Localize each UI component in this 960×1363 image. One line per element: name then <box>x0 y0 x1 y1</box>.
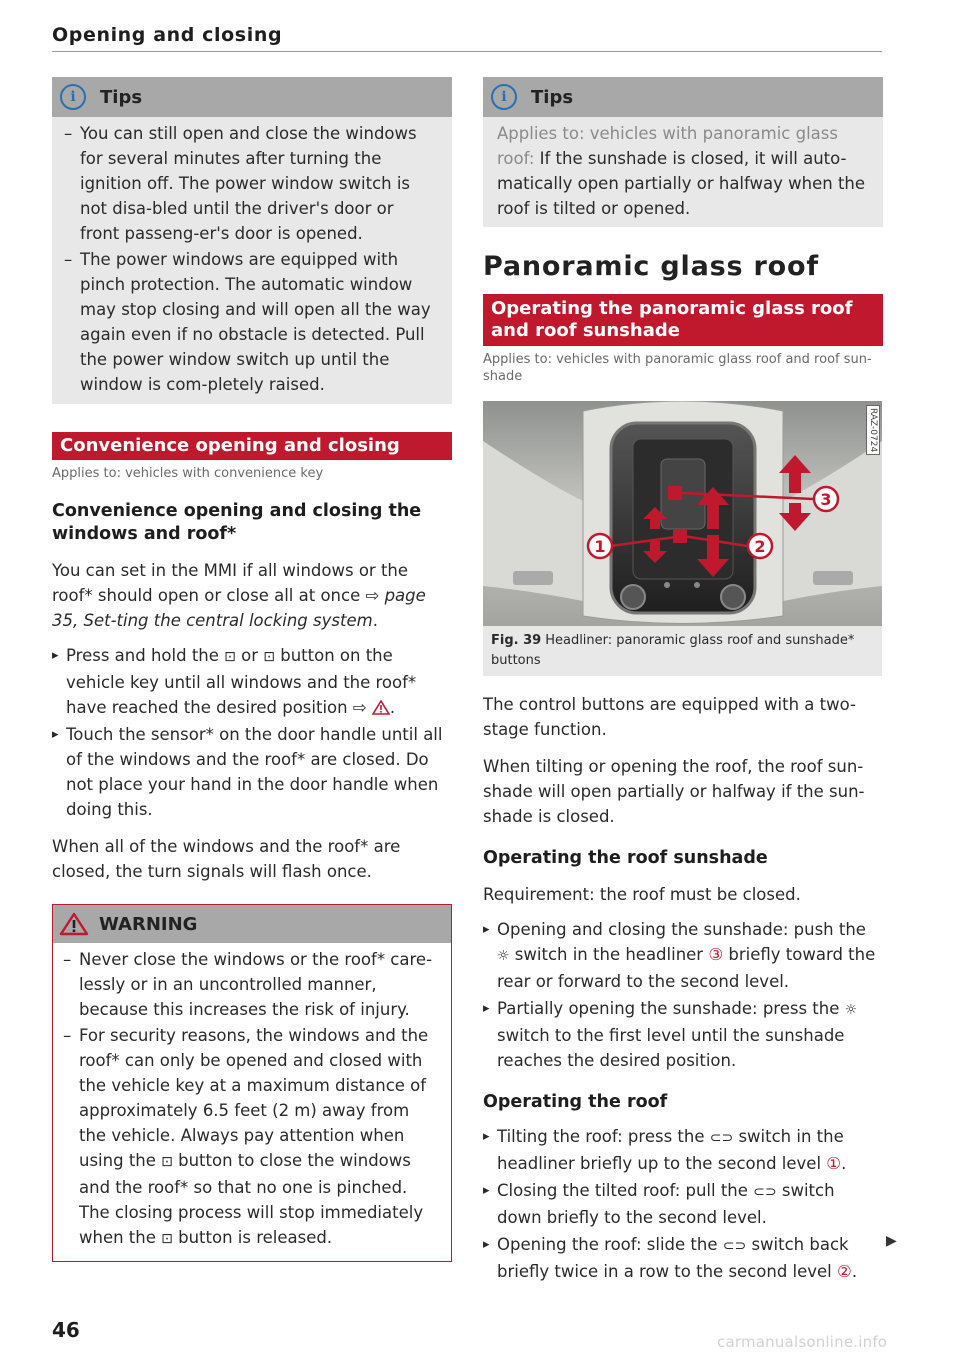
tips-body: Applies to: vehicles with panoramic glass roof: If the sunshade is closed, it will auto-matically open partially or halfway when the roof is tilted or opened. <box>497 124 866 218</box>
page-reference-link[interactable]: page 35, Set-ting the central locking system <box>52 586 426 630</box>
section-title-panoramic: Operating the panoramic glass roof and roof sunshade <box>483 294 883 346</box>
tips-header <box>52 77 452 117</box>
roof-icon: ⊂⊃ <box>753 1184 777 1200</box>
warning-header <box>53 905 451 943</box>
key-icon: ⊡ <box>161 1231 173 1247</box>
key-unlock-icon: ⊡ <box>263 649 275 665</box>
key-lock-icon: ⊡ <box>224 649 236 665</box>
warning-body <box>53 943 451 1261</box>
key-icon: ⊡ <box>161 1154 173 1170</box>
watermark: carmanualsonline.info <box>717 1333 888 1351</box>
figure-code: RAZ-0724 <box>866 405 880 455</box>
info-icon: i <box>60 84 86 110</box>
warning-item: – For security reasons, the windows and the roof* can only be opened and closed with the vehicle key at a maximum distance of approximately 6.5 feet (2 m) away from the vehicle. Always pay attention when using the ⊡ button to close the windows and the roof* so that no one is pinched. The closing process will stop immediately when the ⊡ button is released. <box>65 1023 439 1252</box>
requirement: Requirement: the roof must be closed. <box>483 885 801 904</box>
bullet-item: ▸ Press and hold the ⊡ or ⊡ button on the vehicle key until all windows and the roof* have reached the desired position ⇨ . <box>52 643 452 720</box>
header-rule <box>52 51 882 52</box>
callout-3: 3 <box>820 490 832 509</box>
applies-to: Applies to: vehicles with convenience key <box>52 466 324 481</box>
tips-title: Tips <box>100 86 143 108</box>
bullet-item: ▸ Opening and closing the sunshade: push the ☼ switch in the headliner ③ briefly toward the rear or forward to the second level. <box>483 917 883 994</box>
page-number: 46 <box>52 1318 80 1342</box>
paragraph: When tilting or opening the roof, the roof sun-shade will open partially or halfway if the sun-shade is closed. <box>483 757 865 826</box>
figure-caption: Fig. 39 Headliner: panoramic glass roof and sunshade* buttons <box>483 626 882 676</box>
applies-to: Applies to: vehicles with panoramic glass roof and roof sun-shade <box>483 352 872 384</box>
headliner-illustration <box>483 401 882 626</box>
subheading: Convenience opening and closing the windows and roof* <box>52 501 422 544</box>
page-header-title: Opening and closing <box>52 24 283 46</box>
callout-ref-2: ② <box>837 1262 852 1281</box>
roof-icon: ⊂⊃ <box>709 1130 734 1146</box>
bullet-item: ▸ Partially opening the sunshade: press the ☼ switch to the first level until the sunshade reaches the desired position. <box>483 996 883 1073</box>
warning-item: – Never close the windows or the roof* care-lessly or in an uncontrolled manner, because this increases the risk of injury. <box>65 947 439 1022</box>
bullet-item: ▸ Closing the tilted roof: pull the ⊂⊃ switch down briefly to the second level. <box>483 1178 883 1230</box>
tips-item: – You can still open and close the windows for several minutes after turning the ignition off. The power window switch is not disa-bled until the driver's door or front passeng-er's door is opened. <box>66 121 436 246</box>
tips-item: – The power windows are equipped with pinch protection. The automatic window may stop closing and will open all the way again even if no obstacle is detected. Pull the power window switch up until the window is com-pletely raised. <box>66 247 436 397</box>
bullet-list <box>483 1124 883 1284</box>
bullet-item: ▸ Opening the roof: slide the ⊂⊃ switch back briefly twice in a row to the second level ②. <box>483 1232 883 1284</box>
right-column <box>483 77 883 1284</box>
warning-box <box>52 904 452 1262</box>
sunshade-icon: ☼ <box>844 1002 858 1018</box>
callout-ref-1: ① <box>826 1154 842 1173</box>
tips-title: Tips <box>531 86 574 108</box>
bullet-item: ▸ Touch the sensor* on the door handle until all of the windows and the roof* are closed. Do not place your hand in the door handle when doing this. <box>52 722 452 822</box>
bullet-list <box>52 643 452 822</box>
callout-1: 1 <box>594 537 606 556</box>
tips-header <box>483 77 883 117</box>
callout-2: 2 <box>754 537 766 556</box>
paragraph: When all of the windows and the roof* are closed, the turn signals will flash once. <box>52 837 401 881</box>
figure-headliner <box>483 401 882 626</box>
continue-arrow-icon: ▶ <box>886 1233 897 1249</box>
left-column <box>52 77 452 1262</box>
subheading-sunshade: Operating the roof sunshade <box>483 848 768 868</box>
warning-ref-icon <box>372 700 390 715</box>
subheading-roof: Operating the roof <box>483 1092 668 1112</box>
bullet-item: ▸ Tilting the roof: press the ⊂⊃ switch in the headliner briefly up to the second level ①. <box>483 1124 883 1176</box>
tips-box-right <box>483 77 883 227</box>
sunshade-icon: ☼ <box>497 948 510 964</box>
applies-to-inline: Applies to: vehicles with panoramic glass roof: <box>497 124 838 168</box>
warning-icon <box>59 912 89 936</box>
caption-label: Fig. 39 <box>491 633 542 648</box>
tips-body <box>52 117 452 404</box>
paragraph: You can set in the MMI if all windows or the roof* should open or close all at once ⇨ page 35, Set-ting the central locking system. <box>52 561 426 630</box>
bullet-list <box>483 917 883 1073</box>
warning-title: WARNING <box>99 913 198 935</box>
info-icon: i <box>491 84 517 110</box>
tips-box-left <box>52 77 452 404</box>
paragraph: The control buttons are equipped with a two-stage function. <box>483 695 856 739</box>
roof-icon: ⊂⊃ <box>722 1238 747 1254</box>
section-title-convenience: Convenience opening and closing <box>52 432 452 460</box>
callout-ref-3: ③ <box>708 945 724 964</box>
chapter-title: Panoramic glass roof <box>483 251 819 282</box>
